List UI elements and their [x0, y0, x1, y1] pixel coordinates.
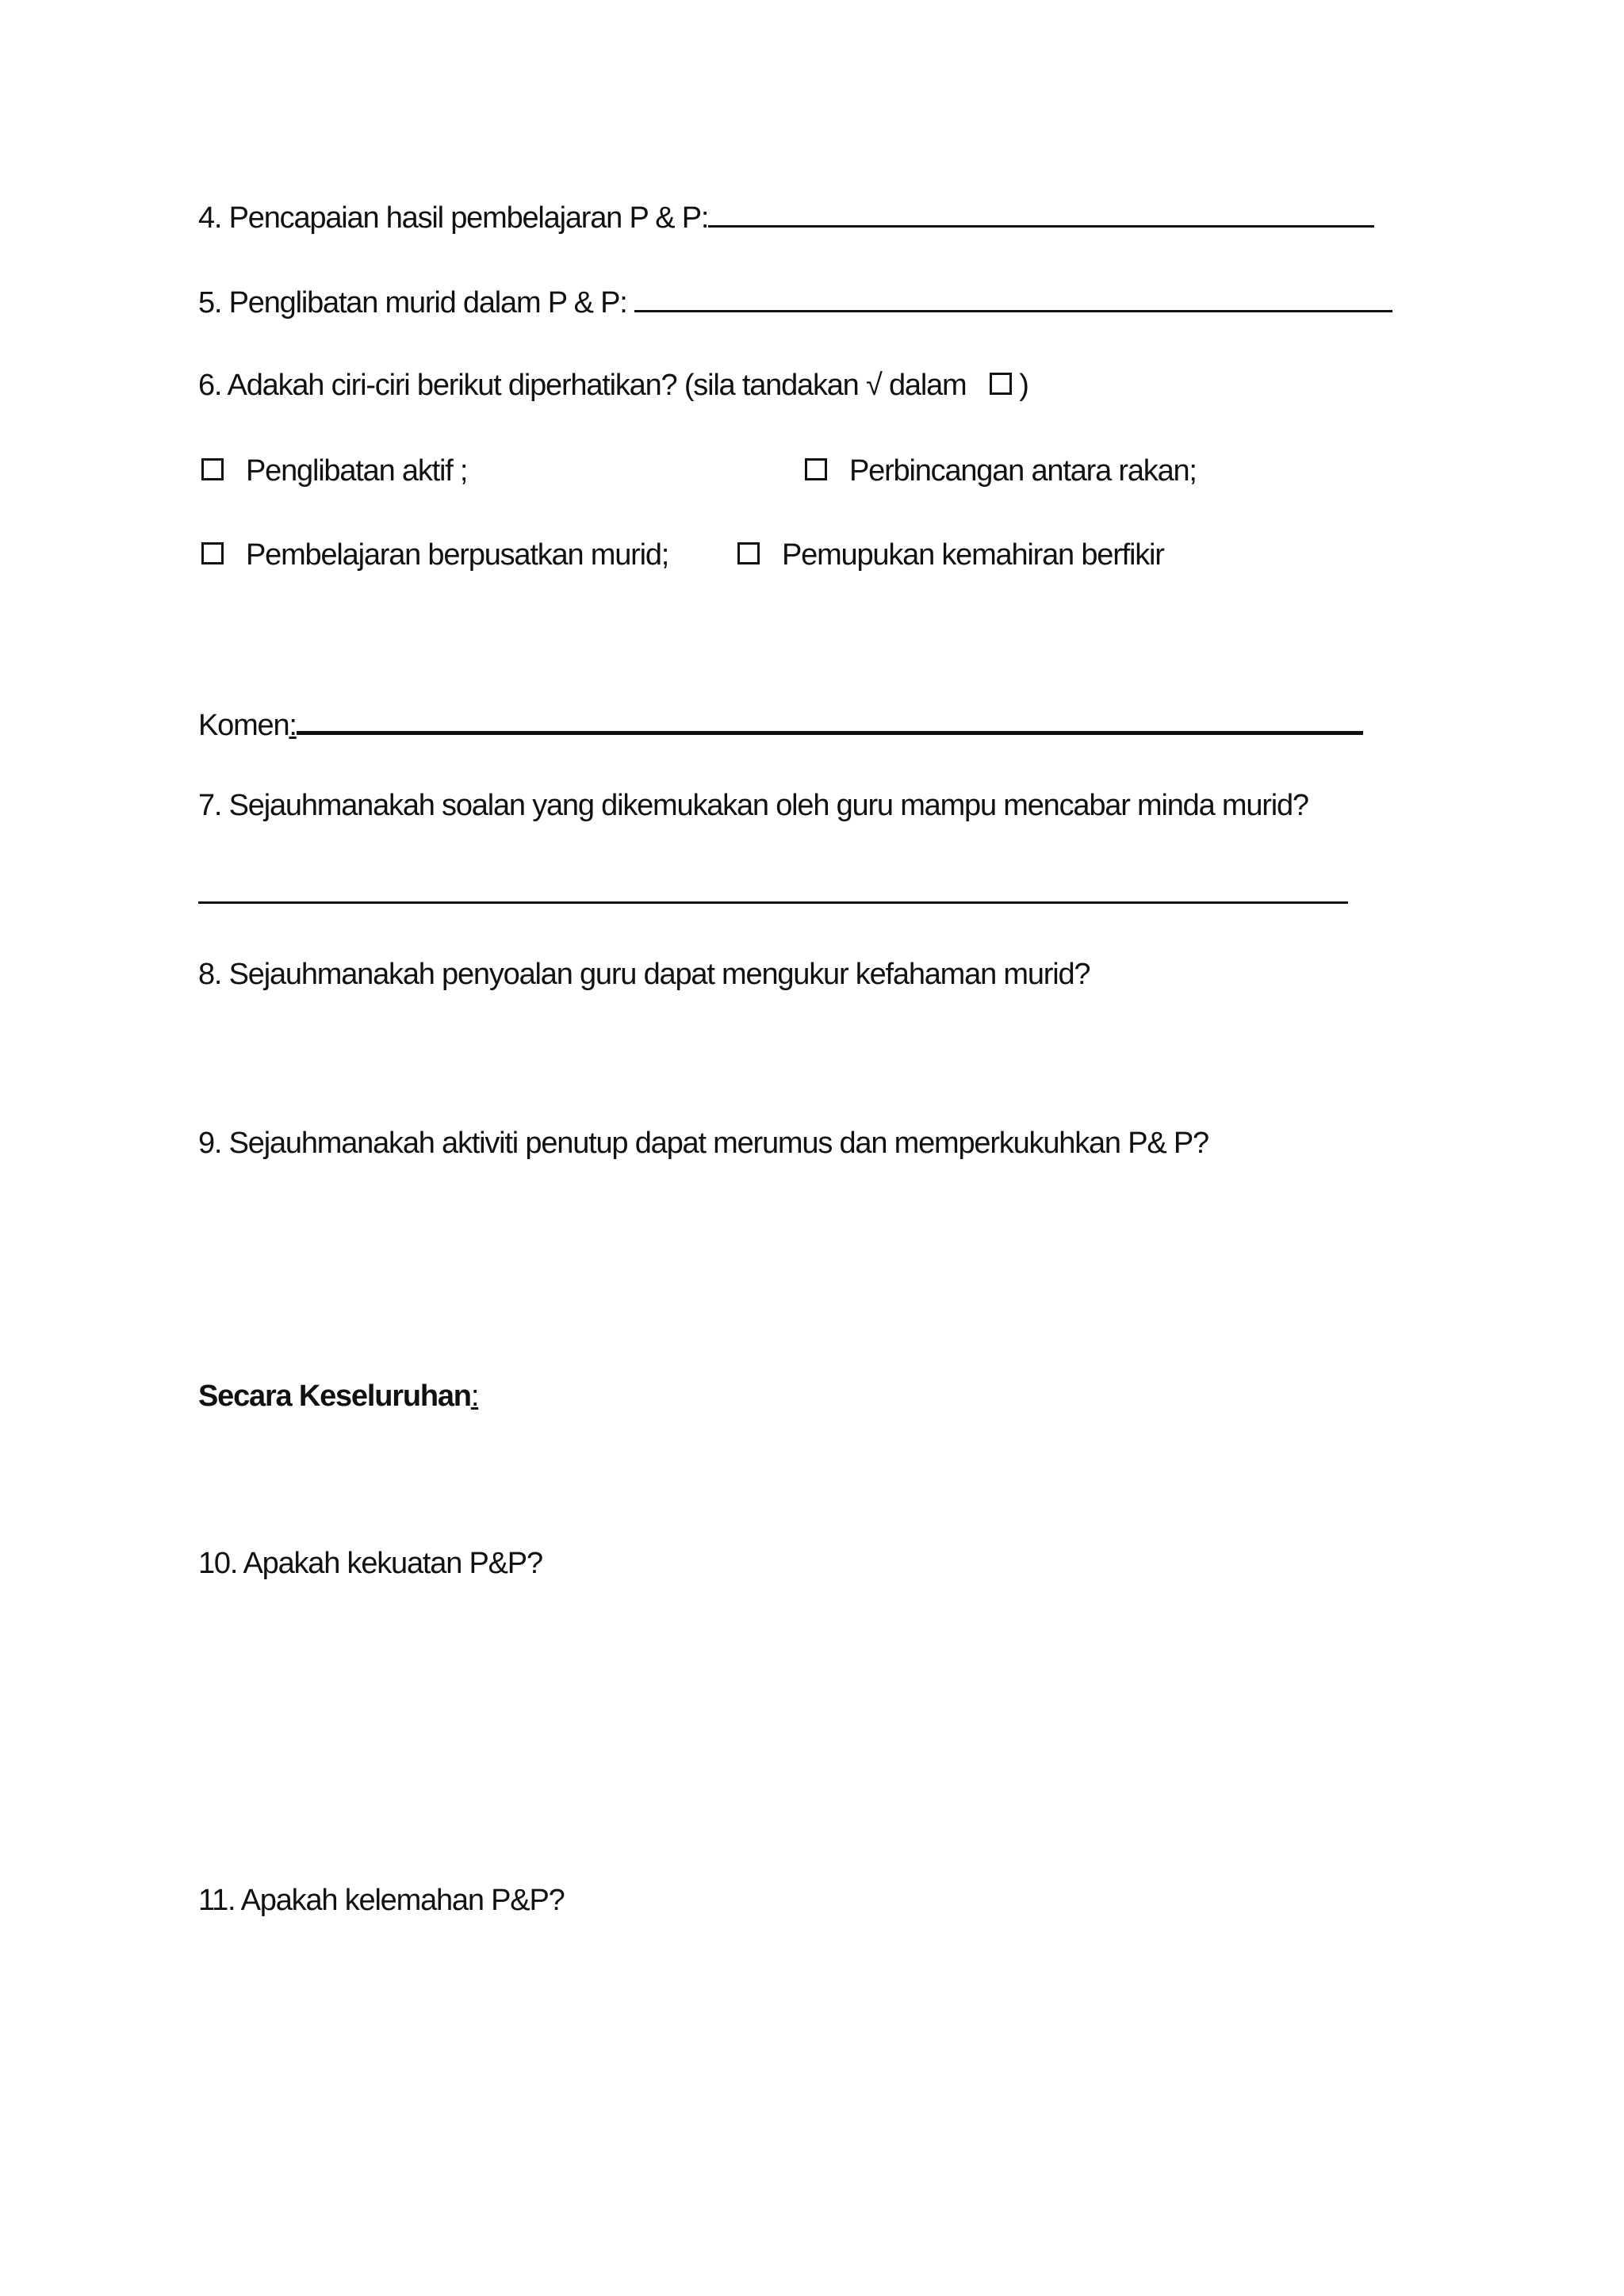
- checkbox-kemahiran-berfikir[interactable]: [737, 542, 760, 564]
- option-label: Pembelajaran berpusatkan murid;: [246, 538, 669, 572]
- option-kemahiran-berfikir[interactable]: [737, 536, 1164, 574]
- question-9-label: 9. Sejauhmanakah aktiviti penutup dapat merumus dan memperkukuhkan P& P?: [198, 1127, 1208, 1160]
- question-10-label: 10. Apakah kekuatan P&P?: [198, 1547, 542, 1580]
- question-7-answer-field[interactable]: [198, 901, 1348, 904]
- option-perbincangan-rakan[interactable]: [805, 452, 1197, 490]
- overall-heading-colon: :: [470, 1380, 479, 1413]
- option-penglibatan-aktif[interactable]: [201, 452, 467, 490]
- checkbox-pembelajaran-berpusatkan-murid[interactable]: [201, 542, 224, 564]
- overall-heading-label: Secara Keseluruhan: [198, 1380, 471, 1413]
- question-6: [198, 366, 1028, 404]
- option-label: Penglibatan aktif ;: [246, 454, 468, 488]
- question-7: [198, 786, 1308, 825]
- comment-field[interactable]: [297, 704, 1363, 735]
- question-6-close: ): [1011, 369, 1028, 402]
- option-pembelajaran-berpusatkan-murid[interactable]: [201, 536, 668, 574]
- question-5-label: 5. Penglibatan murid dalam P & P:: [198, 286, 634, 320]
- question-9: [198, 1124, 1208, 1162]
- comment-label: Komen: [198, 709, 289, 742]
- question-5-answer-field[interactable]: [634, 283, 1392, 312]
- checkbox-penglibatan-aktif[interactable]: [201, 458, 224, 480]
- checkbox-perbincangan-rakan[interactable]: [805, 458, 827, 480]
- question-5: [198, 283, 1392, 322]
- question-7-label: 7. Sejauhmanakah soalan yang dikemukakan oleh guru mampu mencabar minda murid?: [198, 789, 1308, 822]
- question-4: [198, 198, 1374, 237]
- question-4-answer-field[interactable]: [708, 198, 1374, 228]
- question-8-label: 8. Sejauhmanakah penyoalan guru dapat mengukur kefahaman murid?: [198, 958, 1090, 991]
- question-4-label: 4. Pencapaian hasil pembelajaran P & P:: [198, 201, 709, 235]
- question-11-label: 11. Apakah kelemahan P&P?: [198, 1884, 565, 1917]
- overall-heading: [198, 1377, 478, 1415]
- question-6-label: 6. Adakah ciri-ciri berikut diperhatikan? (sila tandakan √ dalam: [198, 369, 974, 402]
- comment-row: [198, 704, 1363, 744]
- question-11: [198, 1881, 565, 1919]
- checkbox-icon: [990, 373, 1012, 395]
- option-label: Pemupukan kemahiran berfikir: [782, 538, 1164, 572]
- comment-colon: :: [289, 709, 297, 742]
- question-10: [198, 1544, 542, 1582]
- question-8: [198, 955, 1090, 993]
- option-label: Perbincangan antara rakan;: [849, 454, 1197, 488]
